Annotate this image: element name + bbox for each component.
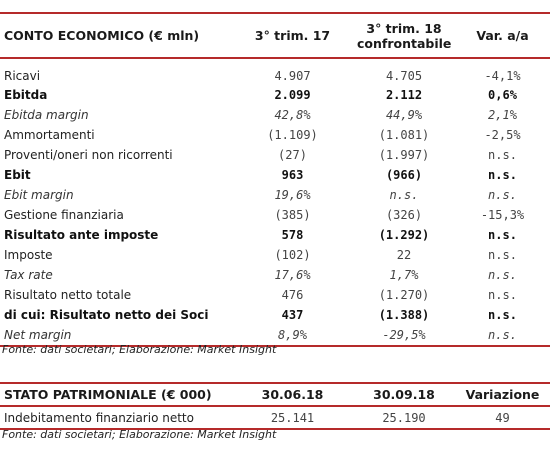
row-label: Ebitda xyxy=(4,88,48,102)
value-q3-18: (1.997) xyxy=(378,148,430,162)
row-label: Risultato ante imposte xyxy=(4,228,159,242)
value-change: n.s. xyxy=(488,168,517,182)
balance-sheet-header xyxy=(0,383,550,406)
balance-sheet-table xyxy=(0,382,550,430)
value-q3-18: (966) xyxy=(385,168,423,182)
row-label: Gestione finanziaria xyxy=(4,208,124,222)
header-q3-18 xyxy=(353,13,455,58)
table-row xyxy=(0,165,550,185)
value-change: n.s. xyxy=(488,328,517,342)
value-change: -4,1% xyxy=(484,69,521,83)
value-q3-18: (1.388) xyxy=(378,308,430,322)
value-change: n.s. xyxy=(488,148,517,162)
table-row xyxy=(0,145,550,165)
table-row xyxy=(0,205,550,225)
value-q3-17: 8,9% xyxy=(278,328,307,342)
value-q3-17: 19,6% xyxy=(274,188,311,202)
header-change: Var. a/a xyxy=(476,28,529,43)
source-note: Fonte: dati societari; Elaborazione: Market Insight xyxy=(2,428,277,441)
table-row xyxy=(0,185,550,205)
value-q3-17: 437 xyxy=(281,308,304,322)
table-row xyxy=(0,305,550,325)
row-label: Ebit margin xyxy=(4,188,74,202)
header-label: CONTO ECONOMICO (€ mln) xyxy=(4,28,200,43)
row-label: Ricavi xyxy=(4,69,41,83)
value-q3-18: 22 xyxy=(396,248,412,262)
table-row xyxy=(0,125,550,145)
row-label: Proventi/oneri non ricorrenti xyxy=(4,148,173,162)
value-q3-18: -29,5% xyxy=(382,328,426,342)
table-row xyxy=(0,105,550,125)
bs-header-d1: 30.06.18 xyxy=(261,387,324,402)
value-d2: 25.190 xyxy=(382,410,426,425)
table-row xyxy=(0,225,550,245)
value-change: 49 xyxy=(495,410,510,425)
source-note: Fonte: dati societari; Elaborazione: Market Insight xyxy=(2,343,277,356)
value-q3-18: 2.112 xyxy=(385,88,423,102)
value-q3-17: 963 xyxy=(281,168,304,182)
value-change: n.s. xyxy=(488,268,517,282)
value-q3-18: 1,7% xyxy=(389,268,419,282)
value-d1: 25.141 xyxy=(270,410,315,425)
value-change: n.s. xyxy=(488,248,517,262)
row-label: Ebitda margin xyxy=(4,108,89,122)
value-q3-17: (385) xyxy=(274,208,311,222)
value-q3-18: (1.081) xyxy=(378,128,430,142)
row-label: Tax rate xyxy=(4,268,53,282)
value-q3-17: (1.109) xyxy=(267,128,318,142)
row-label: Risultato netto totale xyxy=(4,288,132,302)
value-change: -15,3% xyxy=(480,208,525,222)
table-row xyxy=(0,406,550,429)
value-change: n.s. xyxy=(488,288,517,302)
row-label: Indebitamento finanziario netto xyxy=(4,410,194,425)
income-statement-table xyxy=(0,12,550,347)
bs-header-d2: 30.09.18 xyxy=(373,387,435,402)
value-change: n.s. xyxy=(488,188,517,202)
table-row xyxy=(0,285,550,305)
table-row xyxy=(0,265,550,285)
value-q3-18: n.s. xyxy=(389,188,419,202)
value-q3-18: (326) xyxy=(385,208,423,222)
value-change: n.s. xyxy=(488,308,517,322)
header-q3-18-line1: 3° trim. 18 xyxy=(366,20,442,36)
value-q3-17: 17,6% xyxy=(274,268,311,282)
value-q3-18: (1.270) xyxy=(378,288,430,302)
income-statement-body xyxy=(0,58,550,346)
value-q3-18: (1.292) xyxy=(378,228,430,242)
value-change: 0,6% xyxy=(488,88,517,102)
bs-header-change: Variazione xyxy=(465,387,540,402)
row-label: Net margin xyxy=(4,328,72,342)
row-label: Imposte xyxy=(4,248,53,262)
row-label: di cui: Risultato netto dei Soci xyxy=(4,308,209,322)
value-change: 2,1% xyxy=(488,108,517,122)
value-q3-18: 4.705 xyxy=(385,69,423,83)
value-change: -2,5% xyxy=(484,128,521,142)
value-q3-17: 578 xyxy=(281,228,304,242)
header-q3-18-line2: confrontabile xyxy=(357,35,452,51)
row-label: Ebit xyxy=(4,168,31,182)
bs-header-label: STATO PATRIMONIALE (€ 000) xyxy=(4,387,212,402)
value-q3-18: 44,9% xyxy=(385,108,423,122)
table-row xyxy=(0,245,550,265)
balance-sheet-body xyxy=(0,406,550,429)
table-row xyxy=(0,58,550,85)
value-q3-17: (102) xyxy=(274,248,311,262)
table-row xyxy=(0,85,550,105)
header-q3-17: 3° trim. 17 xyxy=(254,28,331,43)
value-change: n.s. xyxy=(488,228,517,242)
value-q3-17: 2.099 xyxy=(274,88,311,102)
value-q3-17: 4.907 xyxy=(274,69,311,83)
income-statement-header xyxy=(0,13,550,58)
value-q3-17: 42,8% xyxy=(274,108,311,122)
row-label: Ammortamenti xyxy=(4,128,95,142)
value-q3-17: (27) xyxy=(278,148,307,162)
value-q3-17: 476 xyxy=(281,288,304,302)
